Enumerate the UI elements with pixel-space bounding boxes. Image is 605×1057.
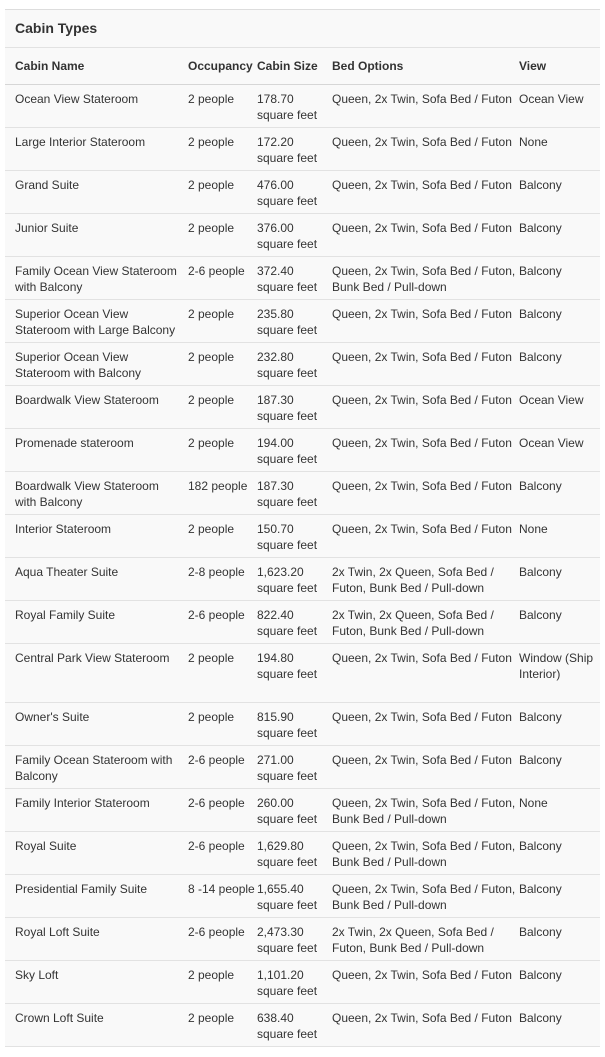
cabin-size: 235.80 square feet [257, 300, 327, 343]
bed-options: 2x Twin, 2x Queen, Sofa Bed / Futon, Bunk Bed / Pull-down [327, 918, 519, 961]
cabin-size: 376.00 square feet [257, 214, 327, 257]
view: Balcony [519, 558, 600, 601]
view: Balcony [519, 171, 600, 214]
cabin-name: Family Ocean View Stateroom with Balcony [5, 257, 183, 300]
view: None [519, 789, 600, 832]
bed-options: Queen, 2x Twin, Sofa Bed / Futon [327, 171, 519, 214]
occupancy: 2 people [183, 214, 257, 257]
view: Window (Ship Interior) [519, 644, 600, 703]
table-header-row [5, 48, 600, 85]
bed-options: Queen, 2x Twin, Sofa Bed / Futon, Bunk Bed / Pull-down [327, 875, 519, 918]
table-row [5, 300, 600, 343]
table-row [5, 257, 600, 300]
cabin-name: Royal Suite [5, 832, 183, 875]
table-row [5, 789, 600, 832]
bed-options: Queen, 2x Twin, Sofa Bed / Futon [327, 644, 519, 703]
cabin-size: 194.00 square feet [257, 429, 327, 472]
cabin-size: 638.40 square feet [257, 1004, 327, 1047]
cabin-size: 150.70 square feet [257, 515, 327, 558]
table-row [5, 746, 600, 789]
occupancy: 2-6 people [183, 746, 257, 789]
table-row [5, 429, 600, 472]
cabin-size: 194.80 square feet [257, 644, 327, 703]
view: Balcony [519, 214, 600, 257]
occupancy: 2 people [183, 703, 257, 746]
table-row [5, 832, 600, 875]
table-row [5, 1004, 600, 1047]
cabin-name: Sky Loft [5, 961, 183, 1004]
occupancy: 2 people [183, 1004, 257, 1047]
table-row [5, 918, 600, 961]
view: Balcony [519, 746, 600, 789]
occupancy: 2-6 people [183, 789, 257, 832]
cabin-size: 232.80 square feet [257, 343, 327, 386]
bed-options: 2x Twin, 2x Queen, Sofa Bed / Futon, Bunk Bed / Pull-down [327, 601, 519, 644]
cabin-size: 1,623.20 square feet [257, 558, 327, 601]
cabin-size: 2,473.30 square feet [257, 918, 327, 961]
bed-options: Queen, 2x Twin, Sofa Bed / Futon [327, 961, 519, 1004]
bed-options: Queen, 2x Twin, Sofa Bed / Futon [327, 214, 519, 257]
table-row [5, 386, 600, 429]
table-row [5, 515, 600, 558]
table-row [5, 171, 600, 214]
occupancy: 2-8 people [183, 558, 257, 601]
cabin-size: 476.00 square feet [257, 171, 327, 214]
view: Balcony [519, 343, 600, 386]
cabin-size: 172.20 square feet [257, 128, 327, 171]
occupancy: 2 people [183, 300, 257, 343]
cabin-name: Royal Family Suite [5, 601, 183, 644]
occupancy: 2-6 people [183, 601, 257, 644]
header-view: View [519, 48, 600, 85]
header-cabin-name: Cabin Name [5, 48, 183, 85]
table-row [5, 875, 600, 918]
occupancy: 2 people [183, 644, 257, 703]
table-row [5, 85, 600, 128]
cabin-name: Superior Ocean View Stateroom with Balcony [5, 343, 183, 386]
cabin-name: Royal Loft Suite [5, 918, 183, 961]
bed-options: Queen, 2x Twin, Sofa Bed / Futon [327, 85, 519, 128]
bed-options: Queen, 2x Twin, Sofa Bed / Futon, Bunk Bed / Pull-down [327, 257, 519, 300]
bed-options: Queen, 2x Twin, Sofa Bed / Futon [327, 703, 519, 746]
cabin-size: 822.40 square feet [257, 601, 327, 644]
bed-options: Queen, 2x Twin, Sofa Bed / Futon [327, 472, 519, 515]
cabin-types-panel [5, 9, 600, 1047]
cabin-name: Boardwalk View Stateroom with Balcony [5, 472, 183, 515]
occupancy: 2 people [183, 85, 257, 128]
cabin-size: 372.40 square feet [257, 257, 327, 300]
view: None [519, 515, 600, 558]
cabin-name: Owner's Suite [5, 703, 183, 746]
view: Balcony [519, 703, 600, 746]
cabin-size: 1,101.20 square feet [257, 961, 327, 1004]
table-row [5, 128, 600, 171]
cabin-name: Large Interior Stateroom [5, 128, 183, 171]
table-row [5, 703, 600, 746]
occupancy: 2 people [183, 961, 257, 1004]
view: Balcony [519, 1004, 600, 1047]
section-title: Cabin Types [5, 10, 600, 48]
view: Ocean View [519, 386, 600, 429]
bed-options: Queen, 2x Twin, Sofa Bed / Futon [327, 386, 519, 429]
bed-options: Queen, 2x Twin, Sofa Bed / Futon, Bunk Bed / Pull-down [327, 832, 519, 875]
occupancy: 2 people [183, 343, 257, 386]
occupancy: 2 people [183, 386, 257, 429]
cabin-size: 1,629.80 square feet [257, 832, 327, 875]
occupancy: 2-6 people [183, 832, 257, 875]
occupancy: 2-6 people [183, 918, 257, 961]
view: Ocean View [519, 85, 600, 128]
view: None [519, 128, 600, 171]
view: Balcony [519, 601, 600, 644]
table-row [5, 343, 600, 386]
header-occupancy: Occupancy [183, 48, 257, 85]
header-cabin-size: Cabin Size [257, 48, 327, 85]
occupancy: 2 people [183, 515, 257, 558]
bed-options: Queen, 2x Twin, Sofa Bed / Futon [327, 429, 519, 472]
occupancy: 2-6 people [183, 257, 257, 300]
table-row [5, 472, 600, 515]
cabin-name: Junior Suite [5, 214, 183, 257]
occupancy: 2 people [183, 429, 257, 472]
cabin-size: 187.30 square feet [257, 386, 327, 429]
cabin-name: Grand Suite [5, 171, 183, 214]
cabin-size: 260.00 square feet [257, 789, 327, 832]
cabin-name: Promenade stateroom [5, 429, 183, 472]
view: Balcony [519, 875, 600, 918]
view: Balcony [519, 257, 600, 300]
cabin-name: Superior Ocean View Stateroom with Large Balcony [5, 300, 183, 343]
bed-options: Queen, 2x Twin, Sofa Bed / Futon, Bunk Bed / Pull-down [327, 789, 519, 832]
cabin-size: 178.70 square feet [257, 85, 327, 128]
cabin-name: Presidential Family Suite [5, 875, 183, 918]
view: Ocean View [519, 429, 600, 472]
header-bed-options: Bed Options [327, 48, 519, 85]
view: Balcony [519, 918, 600, 961]
occupancy: 8 -14 people [183, 875, 257, 918]
bed-options: Queen, 2x Twin, Sofa Bed / Futon [327, 1004, 519, 1047]
bed-options: Queen, 2x Twin, Sofa Bed / Futon [327, 128, 519, 171]
view: Balcony [519, 832, 600, 875]
table-row [5, 601, 600, 644]
bed-options: Queen, 2x Twin, Sofa Bed / Futon [327, 343, 519, 386]
cabin-size: 271.00 square feet [257, 746, 327, 789]
cabin-name: Ocean View Stateroom [5, 85, 183, 128]
occupancy: 2 people [183, 128, 257, 171]
bed-options: Queen, 2x Twin, Sofa Bed / Futon [327, 300, 519, 343]
cabin-name: Interior Stateroom [5, 515, 183, 558]
cabin-name: Boardwalk View Stateroom [5, 386, 183, 429]
cabin-name: Family Interior Stateroom [5, 789, 183, 832]
occupancy: 182 people [183, 472, 257, 515]
bed-options: Queen, 2x Twin, Sofa Bed / Futon [327, 515, 519, 558]
cabin-size: 187.30 square feet [257, 472, 327, 515]
table-row [5, 558, 600, 601]
cabin-name: Family Ocean Stateroom with Balcony [5, 746, 183, 789]
table-row [5, 214, 600, 257]
bed-options: Queen, 2x Twin, Sofa Bed / Futon [327, 746, 519, 789]
cabin-size: 815.90 square feet [257, 703, 327, 746]
table-row [5, 644, 600, 703]
cabin-types-table [5, 48, 600, 1047]
view: Balcony [519, 300, 600, 343]
cabin-name: Central Park View Stateroom [5, 644, 183, 703]
cabin-name: Aqua Theater Suite [5, 558, 183, 601]
cabin-name: Crown Loft Suite [5, 1004, 183, 1047]
view: Balcony [519, 961, 600, 1004]
occupancy: 2 people [183, 171, 257, 214]
bed-options: 2x Twin, 2x Queen, Sofa Bed / Futon, Bunk Bed / Pull-down [327, 558, 519, 601]
table-row [5, 961, 600, 1004]
view: Balcony [519, 472, 600, 515]
cabin-size: 1,655.40 square feet [257, 875, 327, 918]
